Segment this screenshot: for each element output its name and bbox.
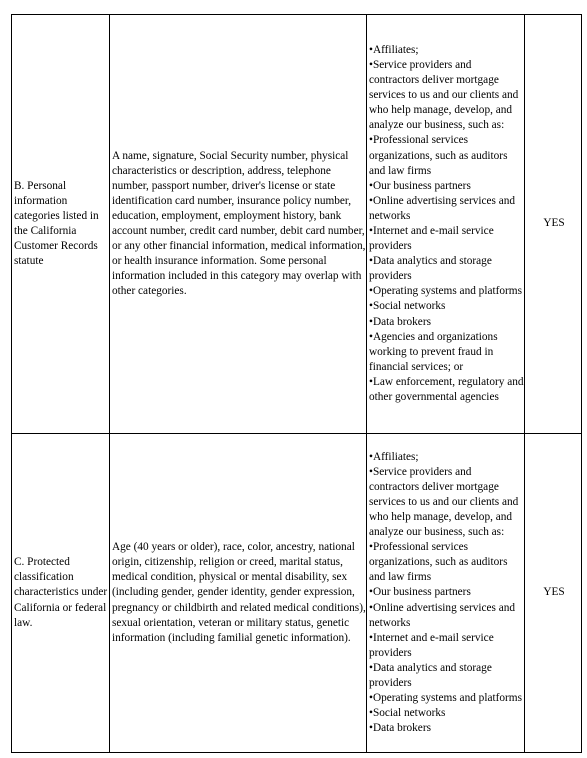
recipient-item: •Affiliates; [369,450,419,463]
recipient-item: •Affiliates; [369,43,419,56]
recipient-item: •Online advertising services and networks [369,194,516,222]
description-cell: Age (40 years or older), race, color, ancestry, national origin, citizenship, religion or creed, marital status, medical condition, physical or mental disability, sex (including gender, gender identity, gender expression, pregnancy or childbirth and related medical conditions), sexual orientation, veteran or military status, genetic information (including familial genetic information). [110,434,367,753]
recipients-cell [367,15,525,434]
recipient-item: •Internet and e-mail service providers [369,631,494,659]
recipient-item: •Data brokers [369,315,431,328]
recipient-item: •Service providers and contractors deliver mortgage services to us and our clients and who help manage, develop, and analyze our business, such as: [369,465,519,539]
recipients-cell [367,434,525,753]
recipient-item: •Data analytics and storage providers [369,661,492,690]
description-cell: A name, signature, Social Security number, physical characteristics or description, address, telephone number, passport number, driver's license or state identification card number, insurance policy number, education, employment, employment history, bank account number, credit card number, debit card number, or any other financial information, medical information, or health insurance information. Some personal information included in this category may overlap with other categories. [110,15,367,434]
recipient-item: •Professional services organizations, such as auditors and law firms [369,134,508,177]
privacy-categories-table [11,14,582,753]
collected-status: YES [525,15,582,434]
category-cell: B. Personal information categories listed in the California Customer Records statute [12,15,110,434]
recipient-item: •Service providers and contractors deliver mortgage services to us and our clients and who help manage, develop, and analyze our business, such as: [369,58,519,132]
recipient-item: •Social networks [369,707,446,720]
recipient-item: •Operating systems and platforms [369,692,522,705]
recipient-item: •Internet and e-mail service providers [369,225,494,253]
recipient-item: •Social networks [369,300,446,313]
recipient-item: •Data brokers [369,722,431,735]
recipient-item: •Law enforcement, regulatory and other governmental agencies [369,375,524,404]
table-row [12,434,582,753]
recipient-item: •Operating systems and platforms [369,285,522,298]
table-row [12,15,582,434]
recipient-item: •Online advertising services and networks [369,601,516,629]
recipient-item: •Professional services organizations, such as auditors and law firms [369,541,508,584]
category-cell: C. Protected classification characteristics under California or federal law. [12,434,110,753]
recipient-item: •Our business partners [369,586,471,599]
collected-status: YES [525,434,582,753]
recipient-item: •Data analytics and storage providers [369,255,492,283]
recipient-item: •Agencies and organizations working to prevent fraud in financial services; or [369,330,498,373]
recipient-item: •Our business partners [369,179,471,192]
